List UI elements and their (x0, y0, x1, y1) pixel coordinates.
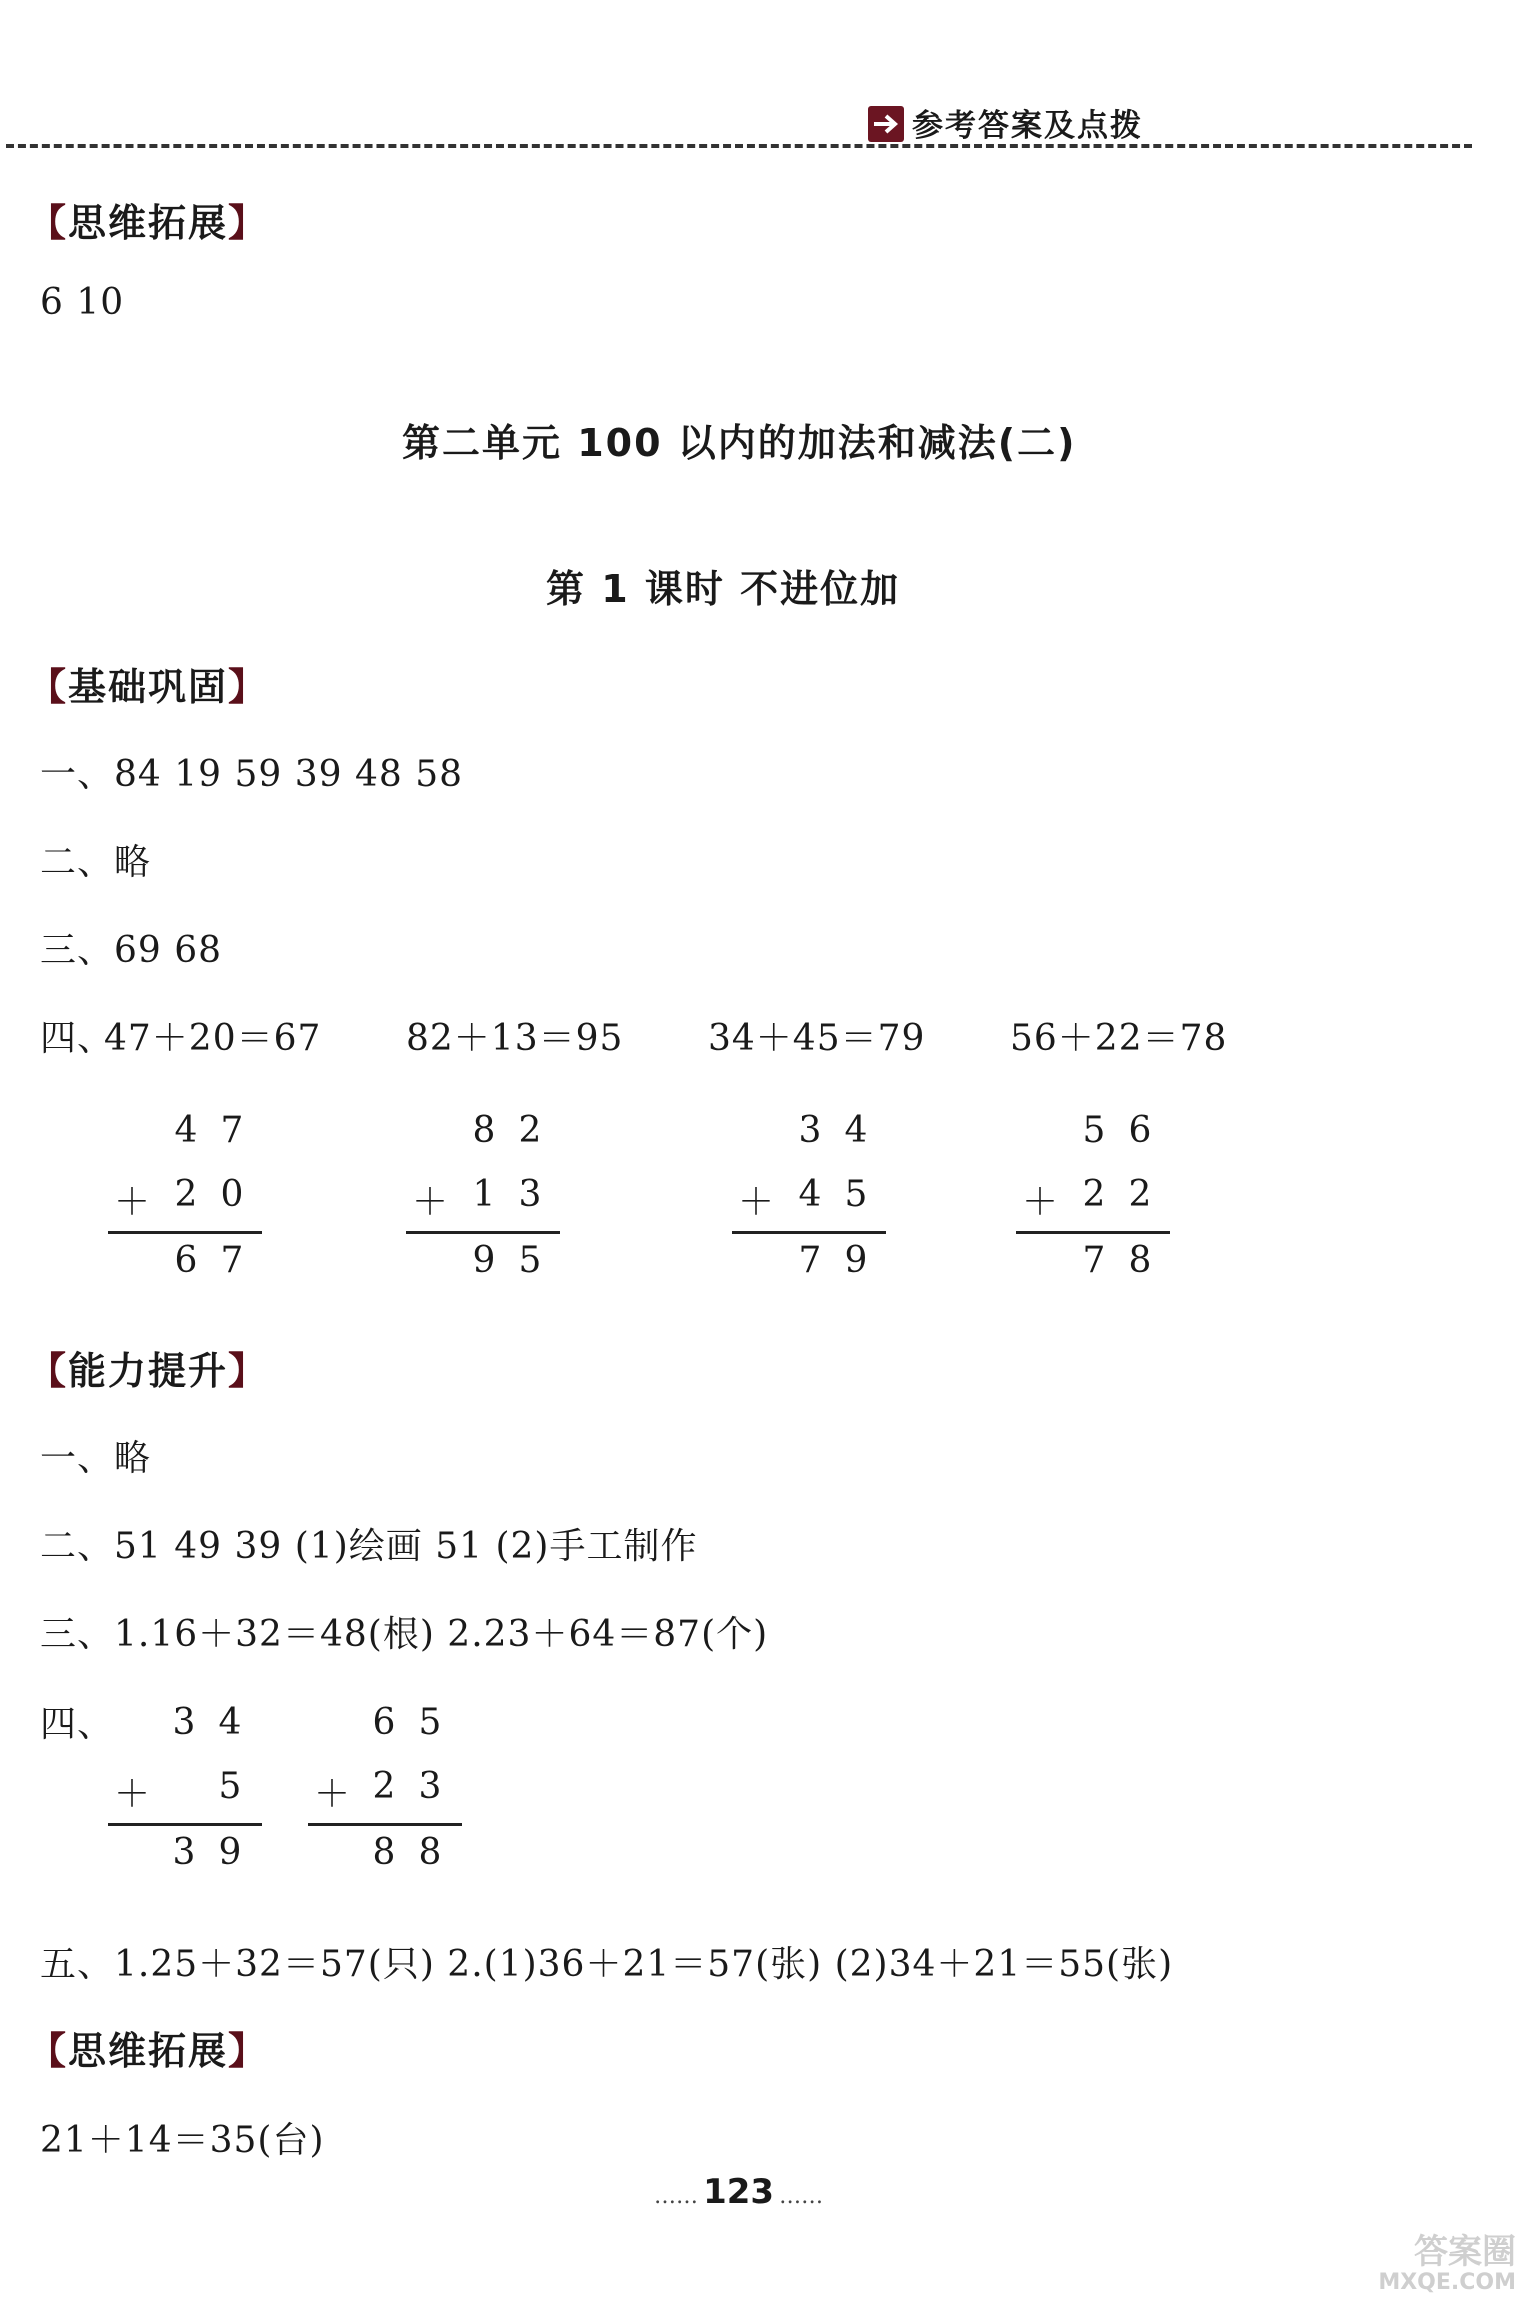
section-basic: 【基础巩固】 (28, 665, 269, 709)
sum-rule (108, 1823, 262, 1826)
answer-line-prefix: 四、 (40, 1704, 115, 1745)
digit: 5 (844, 1174, 868, 1215)
digit: 4 (218, 1702, 242, 1743)
sum-rule (108, 1231, 262, 1234)
digit: 9 (218, 1832, 242, 1873)
header-arrow-icon (868, 106, 904, 142)
equation: 82＋13＝95 (406, 1018, 624, 1059)
digit: 7 (220, 1110, 244, 1151)
watermark-url: MXQE.COM (1378, 2269, 1516, 2295)
digit: 4 (174, 1110, 198, 1151)
unit-title: 第二单元 100 以内的加法和减法(二) (402, 421, 1077, 465)
answer-line: 二、51 49 39 (1)绘画 51 (2)手工制作 (40, 1526, 698, 1567)
digit: 0 (220, 1174, 244, 1215)
answer-line: 二、略 (40, 842, 152, 883)
digit: 2 (1082, 1174, 1106, 1215)
digit: 2 (372, 1766, 396, 1807)
digit: 9 (844, 1240, 868, 1281)
footer-dots-left: …… (654, 2184, 698, 2209)
sum-rule (732, 1231, 886, 1234)
digit: 2 (518, 1110, 542, 1151)
digit: 6 (1128, 1110, 1152, 1151)
plus-sign: ＋ (113, 1182, 150, 1223)
digit: 3 (518, 1174, 542, 1215)
digit: 4 (844, 1110, 868, 1151)
digit: 3 (172, 1832, 196, 1873)
sum-rule (1016, 1231, 1170, 1234)
answer-line-prefix: 四、 (40, 1018, 115, 1059)
plus-sign: ＋ (113, 1774, 150, 1815)
section-thinking-2: 【思维拓展】 (28, 2029, 269, 2073)
digit: 5 (1082, 1110, 1106, 1151)
lesson-title: 第 1 课时 不进位加 (546, 567, 901, 611)
answer-line: 6 10 (40, 282, 125, 323)
digit: 2 (174, 1174, 198, 1215)
header-title: 参考答案及点拨 (912, 108, 1143, 144)
section-ability: 【能力提升】 (28, 1349, 269, 1393)
answer-line: 一、略 (40, 1438, 152, 1479)
digit: 9 (472, 1240, 496, 1281)
digit: 8 (372, 1832, 396, 1873)
sum-rule (308, 1823, 462, 1826)
answer-line: 一、84 19 59 39 48 58 (40, 754, 464, 795)
digit: 2 (1128, 1174, 1152, 1215)
digit: 7 (798, 1240, 822, 1281)
footer-dots-right: …… (779, 2184, 824, 2209)
answer-line: 三、1.16＋32＝48(根) 2.23＋64＝87(个) (40, 1614, 769, 1655)
digit: 1 (472, 1174, 496, 1215)
section-label: 基础巩固 (68, 665, 229, 709)
digit: 8 (418, 1832, 442, 1873)
plus-sign: ＋ (411, 1182, 448, 1223)
digit: 5 (418, 1702, 442, 1743)
answer-line: 五、1.25＋32＝57(只) 2.(1)36＋21＝57(张) (2)34＋21＝55(张) (40, 1944, 1174, 1985)
digit: 3 (798, 1110, 822, 1151)
plus-sign: ＋ (737, 1182, 774, 1223)
answer-line: 三、69 68 (40, 930, 223, 971)
answer-line: 21＋14＝35(台) (40, 2120, 325, 2161)
section-thinking-1: 【思维拓展】 (28, 201, 269, 245)
equation: 47＋20＝67 (104, 1018, 322, 1059)
sum-rule (406, 1231, 560, 1234)
digit: 3 (172, 1702, 196, 1743)
digit: 6 (372, 1702, 396, 1743)
watermark-text: 答案圈 (1414, 2232, 1516, 2273)
digit: 6 (174, 1240, 198, 1281)
digit: 5 (518, 1240, 542, 1281)
digit: 8 (1128, 1240, 1152, 1281)
page-footer (654, 2172, 823, 2212)
plus-sign: ＋ (1021, 1182, 1058, 1223)
equation: 34＋45＝79 (708, 1018, 926, 1059)
section-label: 能力提升 (68, 1349, 229, 1393)
digit: 3 (418, 1766, 442, 1807)
digit: 7 (220, 1240, 244, 1281)
section-label: 思维拓展 (68, 2029, 229, 2073)
digit: 4 (798, 1174, 822, 1215)
digit: 5 (218, 1766, 242, 1807)
section-label: 思维拓展 (68, 201, 229, 245)
page-number: 123 (703, 2172, 775, 2212)
watermark-logo (1378, 2232, 1516, 2295)
equation: 56＋22＝78 (1010, 1018, 1228, 1059)
digit: 7 (1082, 1240, 1106, 1281)
header-divider (6, 144, 1472, 148)
digit: 8 (472, 1110, 496, 1151)
plus-sign: ＋ (313, 1774, 350, 1815)
